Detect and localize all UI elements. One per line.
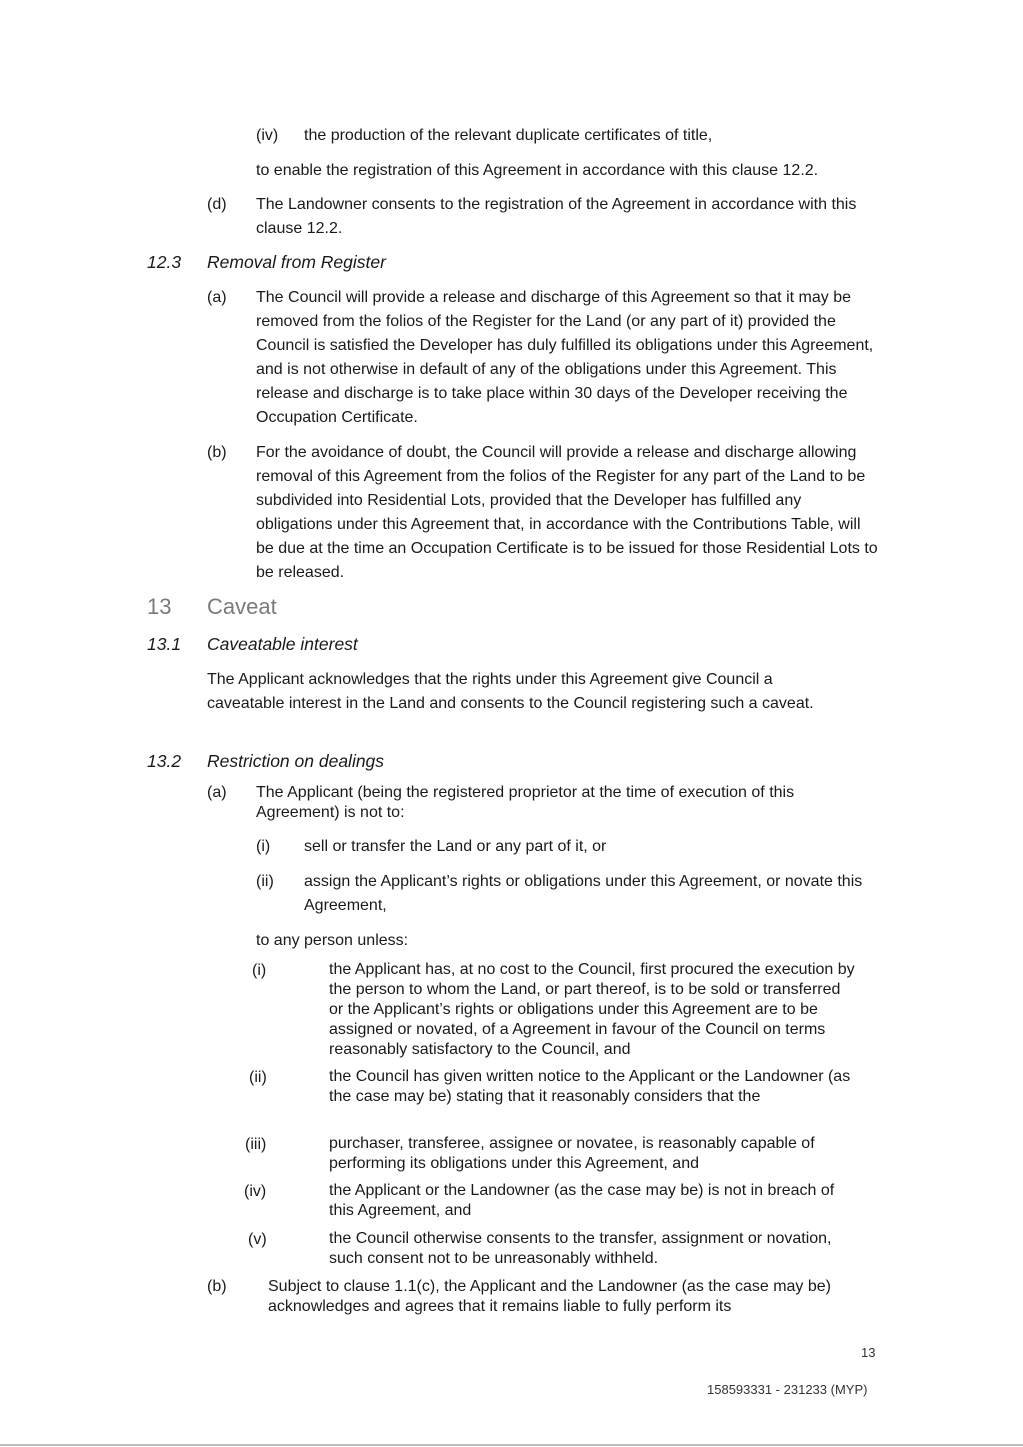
clause-label: (a) <box>207 289 227 306</box>
condition-text: the Council otherwise consents to the transfer, assignment or novation, such consent not to be unreasonably withheld. <box>329 1230 832 1267</box>
sub-item-text: the production of the relevant duplicate certificates of title, <box>304 127 713 144</box>
clause-label: (a) <box>207 784 227 801</box>
section-number: 12.3 <box>147 252 182 272</box>
section-heading: Removal from Register <box>207 252 386 272</box>
sub-item-text: assign the Applicant’s rights or obligations under this Agreement, or novate this Agreement, <box>304 873 863 914</box>
clause-label: (b) <box>207 1278 227 1295</box>
section-heading: Restriction on dealings <box>207 751 385 771</box>
condition-text: purchaser, transferee, assignee or novatee, is reasonably capable of performing its obligations under this Agreement, and <box>329 1135 815 1172</box>
clause-text: The Applicant (being the registered proprietor at the time of execution of this Agreement) is not to: <box>256 784 795 821</box>
sub-item-label: (i) <box>256 838 271 855</box>
condition-label: (i) <box>252 962 267 979</box>
page-number: 13 <box>861 1345 876 1360</box>
section-number: 13.2 <box>147 751 182 771</box>
sub-item-label: (ii) <box>256 873 274 890</box>
continuation-text: to any person unless: <box>256 932 409 949</box>
paragraph: The Applicant acknowledges that the rights under this Agreement give Council a caveatable interest in the Land and consents to the Council registering such a caveat. <box>207 671 814 712</box>
condition-label: (iv) <box>244 1183 267 1200</box>
sub-item-label: (iv) <box>256 127 279 144</box>
page-divider <box>0 1444 1023 1446</box>
document-reference: 158593331 - 231233 (MYP) <box>707 1382 868 1397</box>
section-heading: Caveatable interest <box>207 634 358 654</box>
clause-label: (b) <box>207 444 227 461</box>
clause-text: For the avoidance of doubt, the Council will provide a release and discharge allowing removal of this Agreement from the folios of the Register for any part of the Land to be subdivided into Residential Lots, provided that the Developer has fulfilled any obligations under this Agreement that, in accordance with the Contributions Table, will be due at the time an Occupation Certificate is to be issued for those Residential Lots to be released. <box>256 444 878 581</box>
condition-text: the Council has given written notice to the Applicant or the Landowner (as the case may be) stating that it reasonably considers that the <box>329 1068 851 1105</box>
condition-label: (v) <box>248 1231 267 1248</box>
clause-text: The Landowner consents to the registration of the Agreement in accordance with this clause 12.2. <box>256 196 857 237</box>
section-number: 13.1 <box>147 634 182 654</box>
condition-text: the Applicant or the Landowner (as the case may be) is not in breach of this Agreement, and <box>329 1182 835 1219</box>
chapter-number: 13 <box>147 594 172 619</box>
chapter-heading: Caveat <box>207 594 277 619</box>
continuation-text: to enable the registration of this Agreement in accordance with this clause 12.2. <box>256 162 819 179</box>
condition-text: the Applicant has, at no cost to the Council, first procured the execution by the person to whom the Land, or part thereof, is to be sold or transferred or the Applicant’s rights or obligations under this Agreement are to be assigned or novated, of a Agreement in favour of the Council on terms reasonably satisfactory to the Council, and <box>329 961 855 1058</box>
condition-label: (iii) <box>245 1136 267 1153</box>
clause-text: The Council will provide a release and discharge of this Agreement so that it may be removed from the folios of the Register for the Land (or any part of it) provided the Council is satisfied the Developer has duly fulfilled its obligations under this Agreement, and is not otherwise in default of any of the obligations under this Agreement. This release and discharge is to take place within 30 days of the Developer receiving the Occupation Certificate. <box>256 289 874 426</box>
clause-text: Subject to clause 1.1(c), the Applicant and the Landowner (as the case may be) acknowledges and agrees that it remains liable to fully perform its <box>268 1278 831 1315</box>
clause-label: (d) <box>207 196 227 213</box>
sub-item-text: sell or transfer the Land or any part of it, or <box>304 838 607 855</box>
condition-label: (ii) <box>249 1069 267 1086</box>
